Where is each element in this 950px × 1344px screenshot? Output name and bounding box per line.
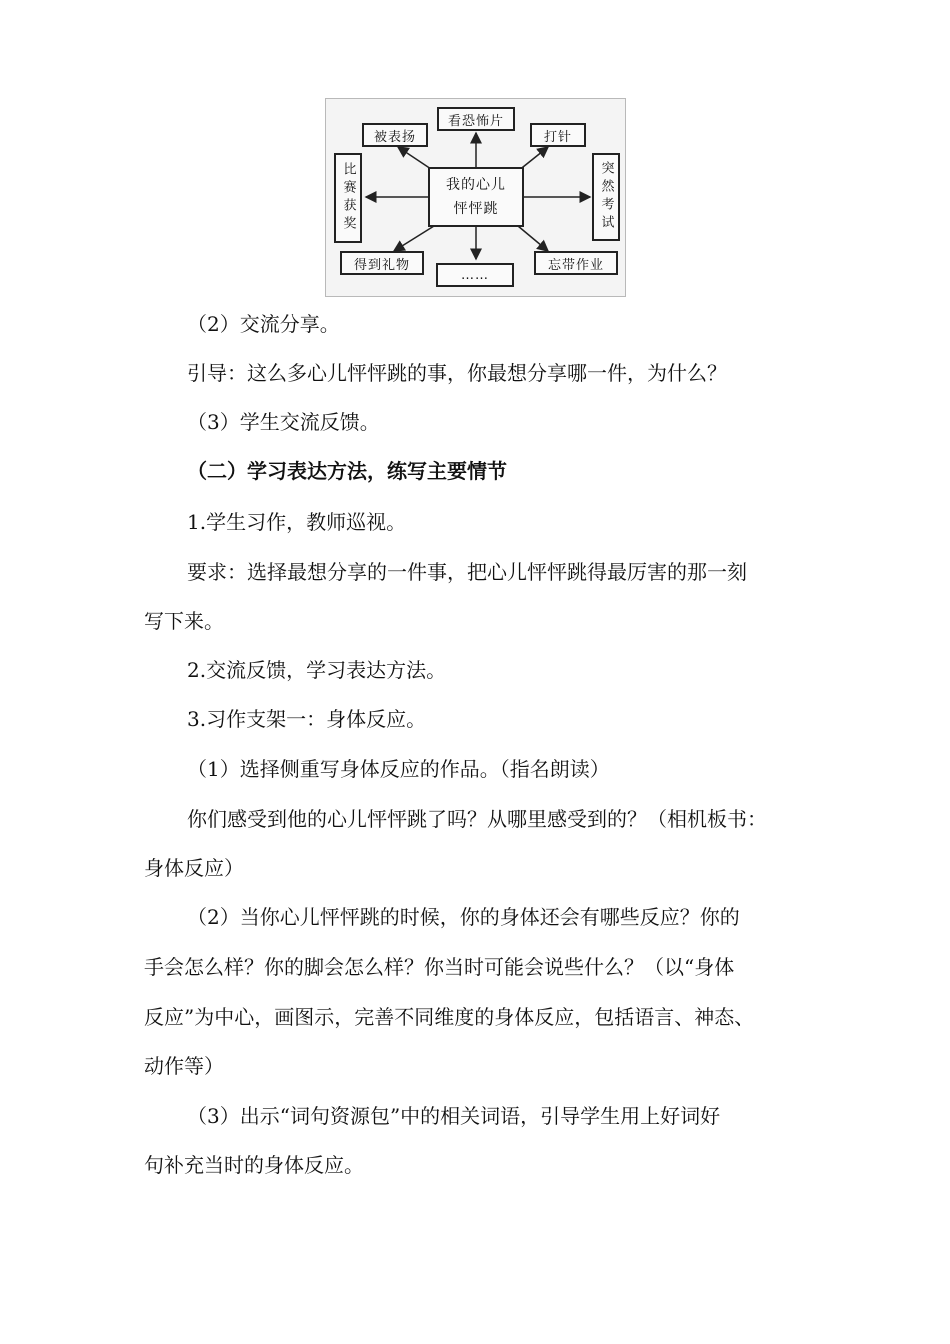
center-line-1: 我的心儿 [446, 177, 506, 193]
arrow-bottom-right [518, 226, 548, 251]
node-bottom: …… [436, 263, 514, 287]
text-line: （1）选择侧重写身体反应的作品。（指名朗读） [187, 757, 610, 781]
text-line: 2.交流反馈，学习表达方法。 [187, 658, 447, 682]
node-bottom-left: 得到礼物 [340, 251, 424, 275]
text-line: （3）出示“词句资源包”中的相关词语，引导学生用上好词好 [187, 1104, 721, 1128]
node-top: 看恐怖片 [437, 107, 515, 131]
node-top-left: 被表扬 [362, 123, 428, 147]
arrow-bottom-left [394, 226, 434, 251]
mind-map-figure [325, 98, 626, 297]
node-left: 比赛获奖 [334, 153, 362, 243]
node-bottom-right: 忘带作业 [534, 251, 618, 275]
node-right: 突然考试 [592, 153, 620, 241]
text-line: （2）当你心儿怦怦跳的时候，你的身体还会有哪些反应？你的 [187, 905, 740, 929]
center-line-2: 怦怦跳 [453, 201, 499, 217]
text-line: 你们感受到他的心儿怦怦跳了吗？从哪里感受到的？（相机板书： [187, 807, 767, 831]
text-line: （2）交流分享。 [187, 312, 340, 336]
text-line: 引导：这么多心儿怦怦跳的事，你最想分享哪一件，为什么？ [187, 361, 727, 385]
section-heading: （二）学习表达方法，练写主要情节 [187, 459, 507, 483]
center-node [428, 167, 524, 227]
text-line: 反应”为中心，画图示，完善不同维度的身体反应，包括语言、神态、 [144, 1005, 755, 1029]
node-top-right: 打针 [530, 123, 586, 147]
text-line: 手会怎么样？你的脚会怎么样？你当时可能会说些什么？（以“身体 [144, 955, 735, 979]
text-line: 句补充当时的身体反应。 [144, 1153, 364, 1177]
text-line: （3）学生交流反馈。 [187, 410, 380, 434]
text-line: 1.学生习作，教师巡视。 [187, 510, 407, 534]
text-line: 身体反应） [144, 856, 244, 880]
text-line: 要求：选择最想分享的一件事，把心儿怦怦跳得最厉害的那一刻 [187, 560, 747, 584]
text-line: 写下来。 [144, 609, 224, 633]
text-line: 动作等） [144, 1054, 224, 1078]
text-line: 3.习作支架一：身体反应。 [187, 707, 427, 731]
